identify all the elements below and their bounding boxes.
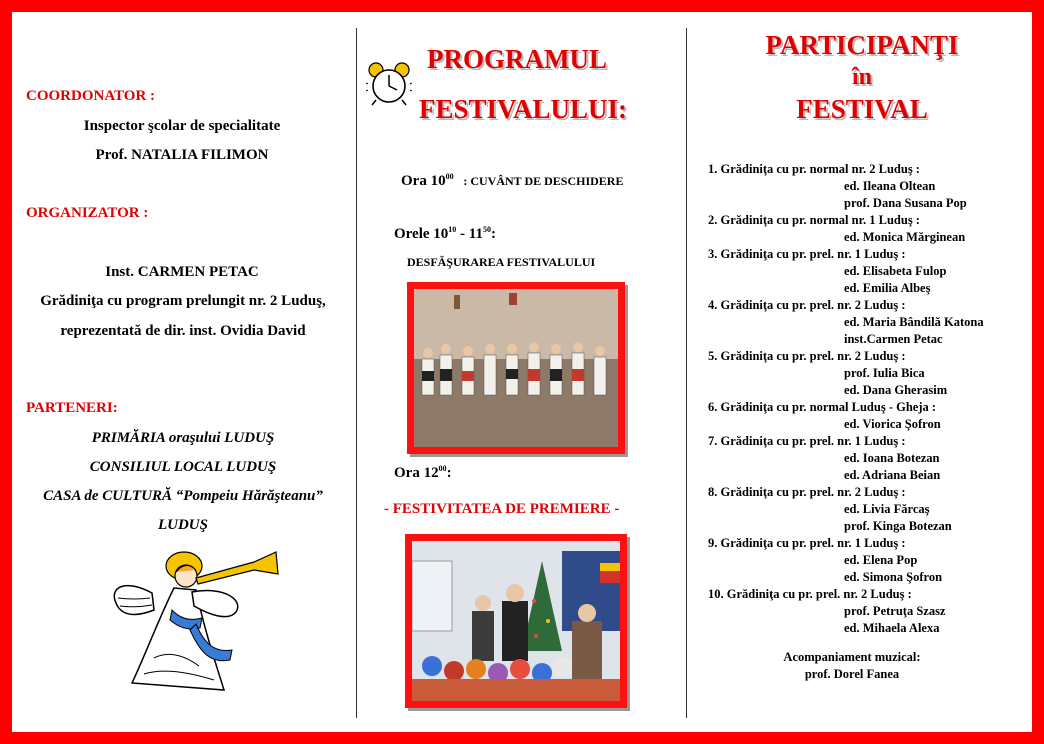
participant-staff: ed. Ioana Botezan — [844, 451, 940, 465]
participant-staff: ed. Ileana Oltean — [844, 179, 936, 193]
brochure-sheet — [12, 12, 1032, 732]
participant-staff: ed. Simona Şofron — [844, 570, 943, 584]
participants-title-line2: în — [851, 64, 872, 90]
organizer-name: Inst. CARMEN PETAC — [105, 264, 259, 280]
participant-unit: 7. Grădiniţa cu pr. prel. nr. 1 Luduş : — [708, 434, 906, 448]
column-divider-right — [686, 28, 687, 718]
partner-item: PRIMĂRIA oraşului LUDUŞ — [91, 430, 275, 446]
program-item-awards: - FESTIVITATEA DE PREMIERE - — [384, 501, 620, 517]
program-item-festival: DESFĂŞURAREA FESTIVALULUI — [407, 255, 596, 269]
participant-staff: ed. Livia Fărcaş — [844, 502, 930, 516]
participant-staff: ed. Monica Mărginean — [844, 230, 966, 244]
participant-staff: ed. Maria Bândilă Katona — [844, 315, 984, 329]
participant-unit: 5. Grădiniţa cu pr. prel. nr. 2 Luduş : — [708, 349, 906, 363]
participants-title-line1: PARTICIPANŢI — [765, 30, 959, 60]
awards-photo — [405, 534, 627, 708]
partners-label: PARTENERI: — [26, 400, 118, 416]
participant-staff: ed. Mihaela Alexa — [844, 621, 940, 635]
participant-unit: 4. Grădiniţa cu pr. prel. nr. 2 Luduş : — [708, 298, 906, 312]
coordinator-label: COORDONATOR : — [26, 88, 156, 104]
participant-unit: 10. Grădiniţa cu pr. prel. nr. 2 Luduş : — [708, 587, 912, 601]
organizer-label: ORGANIZATOR : — [26, 205, 149, 221]
program-item-opening: Ora $10^{00}$ : CUVÂNT DE DESCHIDERE — [401, 172, 624, 189]
participant-staff: ed. Emilia Albeş — [844, 281, 931, 295]
program-title-line1: PROGRAMUL — [427, 44, 607, 74]
partner-item: CASA de CULTURĂ “Pompeiu Hărăşteanu” — [43, 488, 323, 504]
participant-staff: prof. Petruţa Szasz — [844, 604, 946, 618]
music-name: prof. Dorel Fanea — [804, 667, 900, 681]
participant-staff: ed. Viorica Şofron — [844, 417, 941, 431]
coordinator-title: Inspector şcolar de specialitate — [83, 118, 281, 134]
participant-staff: inst.Carmen Petac — [844, 332, 943, 346]
participant-unit: 3. Grădiniţa cu pr. prel. nr. 1 Luduş : — [708, 247, 906, 261]
participant-unit: 6. Grădiniţa cu pr. normal Luduş - Gheja : — [708, 400, 937, 414]
participant-unit: 1. Grădiniţa cu pr. normal nr. 2 Luduş : — [708, 162, 920, 176]
participants-title-line3: FESTIVAL — [796, 94, 928, 124]
coordinator-name: Prof. NATALIA FILIMON — [95, 147, 269, 163]
participants-list — [708, 162, 1028, 642]
organizer-institution: Grădiniţa cu program prelungit nr. 2 Luduş, — [40, 293, 326, 309]
participant-staff: prof. Dana Susana Pop — [844, 196, 967, 210]
festival-photo — [407, 282, 625, 454]
participant-staff: ed. Dana Gherasim — [844, 383, 948, 397]
participant-staff: ed. Elisabeta Fulop — [844, 264, 947, 278]
partner-item: CONSILIUL LOCAL LUDUŞ — [89, 459, 277, 475]
program-item-awards-time: Ora $12^{00}$: — [394, 464, 452, 481]
partner-item: LUDUŞ — [157, 517, 208, 533]
participant-staff: prof. Kinga Botezan — [844, 519, 952, 533]
participant-staff: prof. Iulia Bica — [844, 366, 925, 380]
column-divider-left — [356, 28, 357, 718]
participant-unit: 8. Grădiniţa cu pr. prel. nr. 2 Luduş : — [708, 485, 906, 499]
program-title-line2: FESTIVALULUI: — [418, 94, 628, 124]
participant-staff: ed. Elena Pop — [844, 553, 918, 567]
program-item-festival-time: Orele $10^{10} - 11^{50}$: — [394, 225, 496, 242]
organizer-representative: reprezentată de dir. inst. Ovidia David — [60, 323, 306, 339]
participant-unit: 2. Grădiniţa cu pr. normal nr. 1 Luduş : — [708, 213, 920, 227]
participant-unit: 9. Grădiniţa cu pr. prel. nr. 1 Luduş : — [708, 536, 906, 550]
participant-staff: ed. Adriana Beian — [844, 468, 941, 482]
angel-trumpet-icon — [104, 548, 289, 698]
music-label: Acompaniament muzical: — [783, 650, 921, 664]
